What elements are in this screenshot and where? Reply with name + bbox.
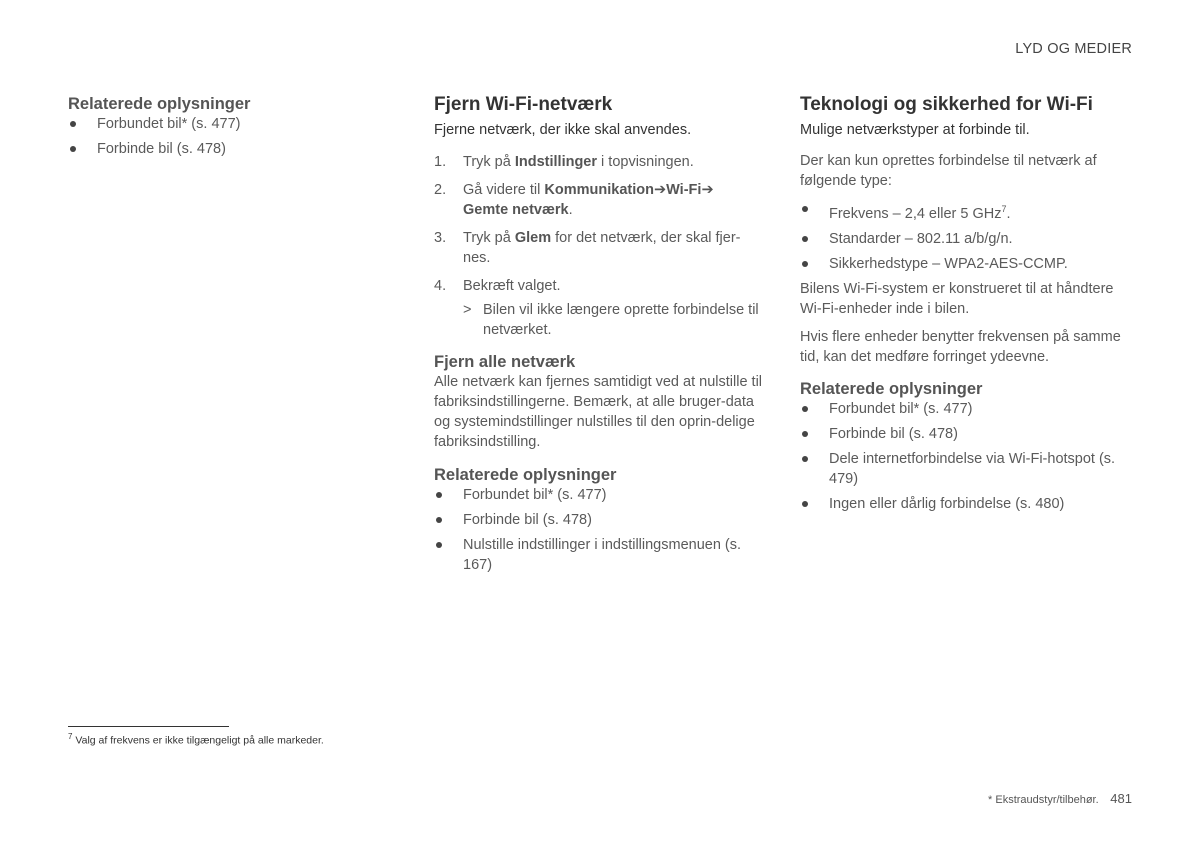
subsection-body: Alle netværk kan fjernes samtidigt ved at nulstille til fabriksindstillingerne. Bemærk, at alle bruger-data og systemindstillinger nulstilles til den oprin-delige fabriksindstilling. bbox=[434, 374, 763, 450]
related-list bbox=[434, 485, 766, 575]
section-lead: Fjerne netværk, der ikke skal anvendes. bbox=[434, 122, 692, 138]
section-lead: Mulige netværkstyper at forbinde til. bbox=[800, 122, 1030, 138]
related-link[interactable]: Forbinde bil (s. 478) bbox=[434, 510, 766, 530]
network-type-item: Standarder – 802.11 a/b/g/n. bbox=[800, 229, 1132, 249]
section-title: Fjern Wi-Fi-netværk bbox=[434, 94, 613, 115]
footnote-text: Valg af frekvens er ikke tilgængeligt på alle markeder. bbox=[75, 734, 324, 747]
related-link[interactable]: Dele internetforbindelse via Wi-Fi-hotspot (s. 479) bbox=[800, 449, 1132, 489]
related-link[interactable]: Forbinde bil (s. 478) bbox=[68, 139, 400, 159]
section-title: Teknologi og sikkerhed for Wi-Fi bbox=[800, 94, 1093, 115]
subsection-heading: Fjern alle netværk bbox=[434, 353, 576, 371]
paragraph: Hvis flere enheder benytter frekvensen på samme tid, kan det medføre forringet ydeevne. bbox=[800, 328, 1121, 365]
related-heading: Relaterede oplysninger bbox=[800, 379, 983, 398]
menu-term: Gemte netværk bbox=[463, 202, 569, 218]
network-type-list bbox=[800, 199, 1132, 274]
related-link[interactable]: Forbundet bil* (s. 477) bbox=[434, 485, 766, 505]
section-header: LYD OG MEDIER bbox=[1015, 41, 1132, 57]
step-number: 1. bbox=[434, 154, 447, 170]
step-item: 4. Bekræft valget. > Bilen vil ikke længere oprette forbindelse til netværket. bbox=[434, 276, 766, 340]
page-footer bbox=[988, 791, 1132, 806]
intro-text: Der kan kun oprettes forbindelse til netværk af følgende type: bbox=[800, 153, 1097, 189]
related-heading: Relaterede oplysninger bbox=[434, 466, 617, 484]
footnote-divider bbox=[68, 726, 229, 727]
menu-term: Kommunikation bbox=[544, 182, 654, 198]
footnote-ref[interactable]: 7 bbox=[1001, 204, 1007, 214]
footer-note: * Ekstraudstyr/tilbehør. bbox=[988, 794, 1099, 806]
related-link[interactable]: Ingen eller dårlig forbindelse (s. 480) bbox=[800, 494, 1132, 514]
network-type-item: Sikkerhedstype – WPA2-AES-CCMP. bbox=[800, 254, 1132, 274]
step-number: 2. bbox=[434, 182, 447, 198]
step-item: 2. Gå videre til Kommunikation➔Wi-Fi➔ Gemte netværk. bbox=[434, 182, 714, 218]
network-type-item: Frekvens – 2,4 eller 5 GHz$^7$. bbox=[800, 199, 1132, 224]
step-number: 4. bbox=[434, 278, 447, 294]
related-link[interactable]: Forbundet bil* (s. 477) bbox=[68, 114, 400, 134]
menu-term: Indstillinger bbox=[514, 154, 598, 170]
column-right bbox=[800, 94, 1132, 519]
arrow-right-icon: ➔ bbox=[701, 182, 714, 198]
step-item: 3. Tryk på Glem for det netværk, der skal fjer-nes. bbox=[434, 230, 741, 266]
menu-term: Glem bbox=[514, 230, 552, 246]
footnote bbox=[68, 732, 324, 747]
paragraph: Bilens Wi-Fi-system er konstrueret til at håndtere Wi-Fi-enheder inde i bilen. bbox=[800, 280, 1114, 317]
column-middle bbox=[434, 94, 766, 580]
column-left bbox=[68, 94, 400, 164]
step-item: 1. Tryk på Indstillinger i topvisningen. bbox=[434, 154, 694, 170]
related-heading: Relaterede oplysninger bbox=[68, 95, 251, 113]
related-list bbox=[800, 399, 1132, 514]
menu-term: Wi-Fi bbox=[666, 182, 702, 198]
footnote-marker: 7 bbox=[68, 732, 73, 741]
related-link[interactable]: Nulstille indstillinger i indstillingsmenuen (s. 167) bbox=[434, 535, 766, 575]
arrow-right-icon: ➔ bbox=[653, 182, 667, 198]
page-number: 481 bbox=[1110, 791, 1132, 806]
related-link[interactable]: Forbundet bil* (s. 477) bbox=[800, 399, 1132, 419]
step-result: > Bilen vil ikke længere oprette forbindelse til netværket. bbox=[463, 302, 759, 338]
step-number: 3. bbox=[434, 230, 447, 246]
related-link[interactable]: Forbinde bil (s. 478) bbox=[800, 424, 1132, 444]
steps-list bbox=[434, 152, 766, 340]
result-marker: > bbox=[463, 302, 472, 318]
related-list bbox=[68, 114, 400, 159]
